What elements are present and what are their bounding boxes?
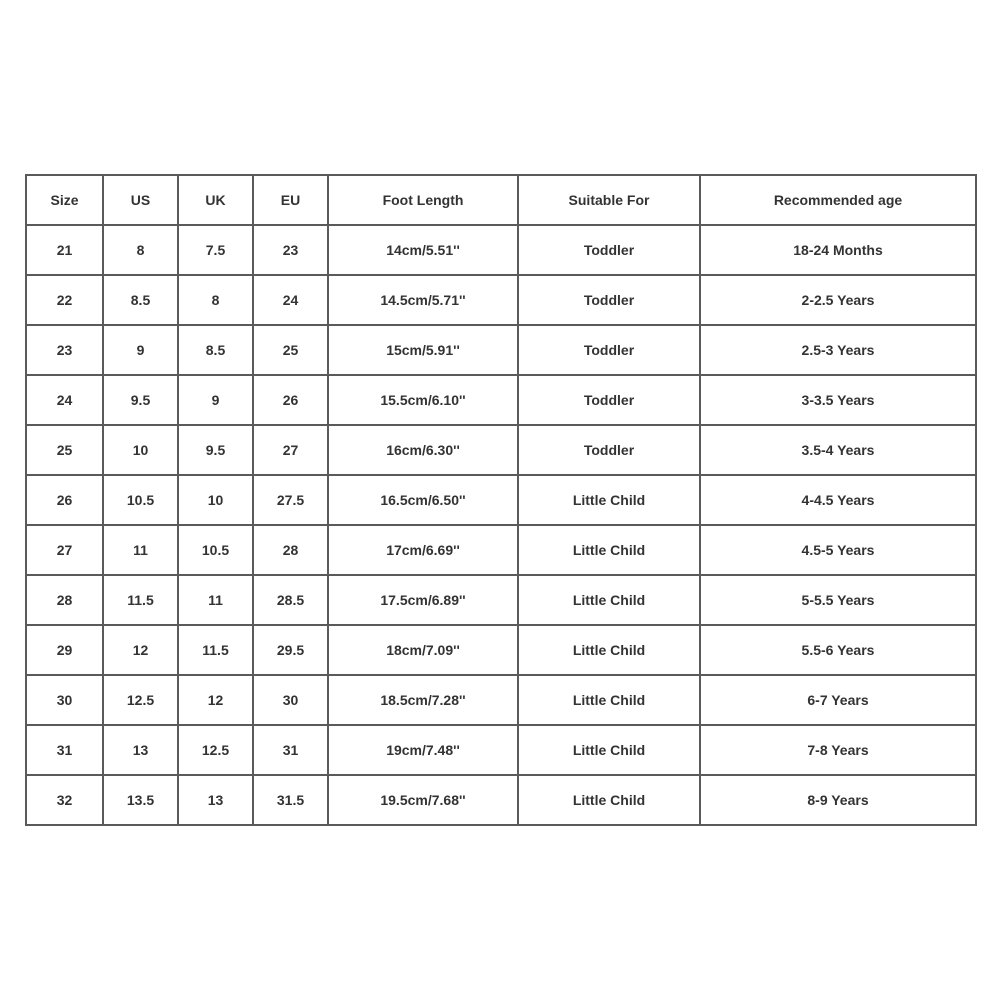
cell-eu: 29.5: [253, 625, 328, 675]
cell-us: 9.5: [103, 375, 178, 425]
header-uk: UK: [178, 175, 253, 225]
cell-foot-length: 16cm/6.30'': [328, 425, 518, 475]
cell-us: 8: [103, 225, 178, 275]
cell-eu: 30: [253, 675, 328, 725]
cell-eu: 28.5: [253, 575, 328, 625]
cell-us: 8.5: [103, 275, 178, 325]
cell-uk: 9.5: [178, 425, 253, 475]
cell-us: 11.5: [103, 575, 178, 625]
cell-us: 11: [103, 525, 178, 575]
cell-foot-length: 17.5cm/6.89'': [328, 575, 518, 625]
cell-eu: 25: [253, 325, 328, 375]
cell-suitable-for: Little Child: [518, 675, 700, 725]
cell-suitable-for: Little Child: [518, 725, 700, 775]
table-row: [26, 525, 976, 575]
cell-uk: 7.5: [178, 225, 253, 275]
cell-suitable-for: Toddler: [518, 275, 700, 325]
header-row: [26, 175, 976, 225]
cell-eu: 27.5: [253, 475, 328, 525]
cell-foot-length: 14.5cm/5.71'': [328, 275, 518, 325]
table-row: [26, 725, 976, 775]
cell-us: 10: [103, 425, 178, 475]
header-us: US: [103, 175, 178, 225]
table-row: [26, 425, 976, 475]
cell-size: 30: [26, 675, 103, 725]
cell-recommended-age: 3.5-4 Years: [700, 425, 976, 475]
cell-size: 24: [26, 375, 103, 425]
cell-size: 27: [26, 525, 103, 575]
cell-us: 10.5: [103, 475, 178, 525]
cell-uk: 12: [178, 675, 253, 725]
cell-us: 13.5: [103, 775, 178, 825]
cell-size: 25: [26, 425, 103, 475]
cell-size: 23: [26, 325, 103, 375]
cell-uk: 13: [178, 775, 253, 825]
cell-recommended-age: 4-4.5 Years: [700, 475, 976, 525]
header-suitable-for: Suitable For: [518, 175, 700, 225]
cell-recommended-age: 2-2.5 Years: [700, 275, 976, 325]
cell-us: 12: [103, 625, 178, 675]
cell-foot-length: 16.5cm/6.50'': [328, 475, 518, 525]
header-recommended-age: Recommended age: [700, 175, 976, 225]
cell-recommended-age: 5.5-6 Years: [700, 625, 976, 675]
cell-recommended-age: 18-24 Months: [700, 225, 976, 275]
header-eu: EU: [253, 175, 328, 225]
cell-foot-length: 19cm/7.48'': [328, 725, 518, 775]
table-row: [26, 325, 976, 375]
cell-uk: 10.5: [178, 525, 253, 575]
size-chart-table: [25, 174, 977, 826]
cell-size: 22: [26, 275, 103, 325]
cell-size: 28: [26, 575, 103, 625]
table-row: [26, 575, 976, 625]
cell-size: 26: [26, 475, 103, 525]
cell-eu: 24: [253, 275, 328, 325]
cell-eu: 23: [253, 225, 328, 275]
cell-recommended-age: 6-7 Years: [700, 675, 976, 725]
table-row: [26, 625, 976, 675]
cell-uk: 9: [178, 375, 253, 425]
cell-size: 31: [26, 725, 103, 775]
table-row: [26, 375, 976, 425]
cell-uk: 12.5: [178, 725, 253, 775]
cell-foot-length: 15.5cm/6.10'': [328, 375, 518, 425]
table-row: [26, 275, 976, 325]
cell-size: 29: [26, 625, 103, 675]
cell-recommended-age: 3-3.5 Years: [700, 375, 976, 425]
table-row: [26, 775, 976, 825]
cell-foot-length: 18.5cm/7.28'': [328, 675, 518, 725]
cell-recommended-age: 5-5.5 Years: [700, 575, 976, 625]
cell-uk: 10: [178, 475, 253, 525]
cell-suitable-for: Little Child: [518, 525, 700, 575]
cell-recommended-age: 4.5-5 Years: [700, 525, 976, 575]
cell-eu: 31: [253, 725, 328, 775]
size-chart-body: [26, 225, 976, 825]
table-row: [26, 475, 976, 525]
cell-suitable-for: Little Child: [518, 475, 700, 525]
cell-suitable-for: Toddler: [518, 375, 700, 425]
size-chart-header: [26, 175, 976, 225]
header-foot-length: Foot Length: [328, 175, 518, 225]
cell-eu: 31.5: [253, 775, 328, 825]
cell-suitable-for: Toddler: [518, 325, 700, 375]
cell-size: 32: [26, 775, 103, 825]
cell-suitable-for: Little Child: [518, 625, 700, 675]
header-size: Size: [26, 175, 103, 225]
cell-foot-length: 15cm/5.91'': [328, 325, 518, 375]
cell-recommended-age: 2.5-3 Years: [700, 325, 976, 375]
cell-suitable-for: Little Child: [518, 775, 700, 825]
cell-eu: 26: [253, 375, 328, 425]
cell-recommended-age: 8-9 Years: [700, 775, 976, 825]
cell-foot-length: 17cm/6.69'': [328, 525, 518, 575]
cell-suitable-for: Toddler: [518, 225, 700, 275]
cell-us: 9: [103, 325, 178, 375]
table-row: [26, 675, 976, 725]
cell-eu: 27: [253, 425, 328, 475]
table-row: [26, 225, 976, 275]
cell-uk: 8: [178, 275, 253, 325]
cell-foot-length: 19.5cm/7.68'': [328, 775, 518, 825]
cell-uk: 11.5: [178, 625, 253, 675]
cell-eu: 28: [253, 525, 328, 575]
cell-uk: 11: [178, 575, 253, 625]
cell-recommended-age: 7-8 Years: [700, 725, 976, 775]
cell-us: 12.5: [103, 675, 178, 725]
cell-uk: 8.5: [178, 325, 253, 375]
cell-us: 13: [103, 725, 178, 775]
cell-foot-length: 14cm/5.51'': [328, 225, 518, 275]
cell-foot-length: 18cm/7.09'': [328, 625, 518, 675]
cell-suitable-for: Toddler: [518, 425, 700, 475]
cell-suitable-for: Little Child: [518, 575, 700, 625]
cell-size: 21: [26, 225, 103, 275]
